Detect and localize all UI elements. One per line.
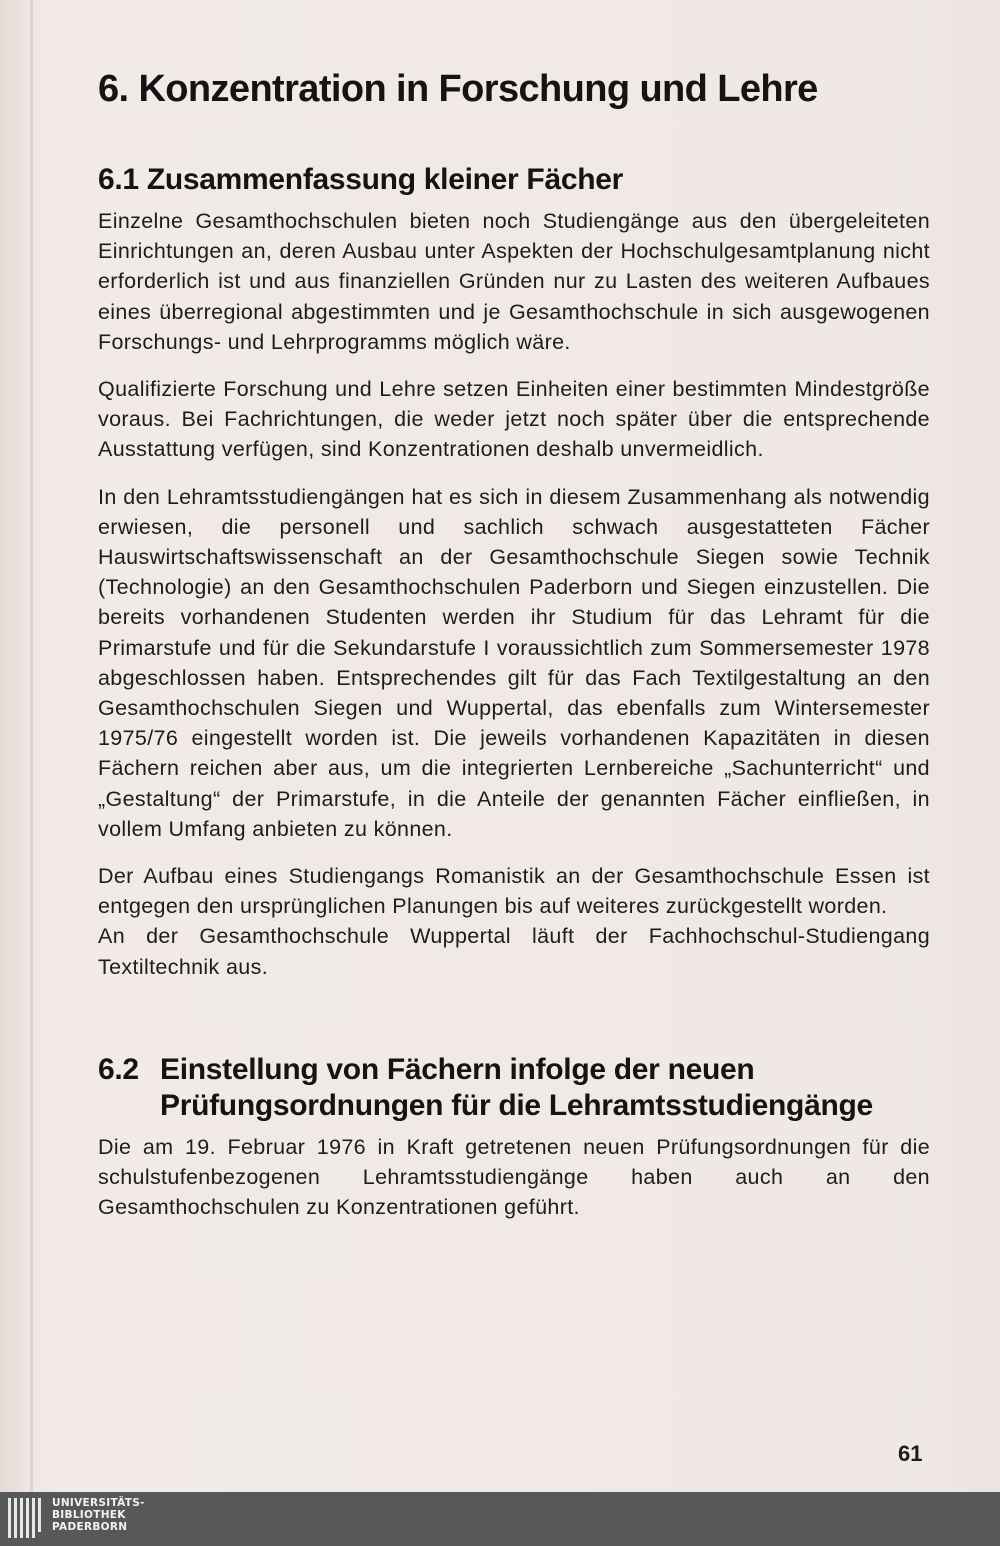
section-6-1-paragraph-3: In den Lehramtsstudiengängen hat es sich in diesem Zusammenhang als notwendig erwiesen, die personell und sachlich schwach ausgestatteten Fächer Hauswirtschaftswissenschaft an der Gesamthochschule Siegen sowie Technik (Technologie) an den Gesamthochschulen Paderborn und Siegen einzustellen. Die bereits vorhandenen Studenten werden ihr Studium für das Lehramt für die Primarstufe und für die Sekundarstufe I voraussichtlich zum Sommersemester 1978 abgeschlossen haben. Entsprechendes gilt für das Fach Textilgestaltung an den Gesamthochschulen Siegen und Wuppertal, das ebenfalls zum Wintersemester 1975/76 eingestellt worden ist. Die jeweils vorhandenen Kapazitäten in diesen Fächern reichen aber aus, um die integrierten Lernbereiche „Sachunterricht“ und „Gestaltung“ der Primarstufe, in die Anteile der genannten Fächer einfließen, in vollem Umfang anbieten zu können. [98,484,930,841]
page-spine-shadow [30,0,33,1492]
section-6-2-title: Einstellung von Fächern infolge der neuen Prüfungsordnungen für die Lehramtsstudiengänge [160,1052,873,1122]
library-name-line-1: UNIVERSITÄTS- [52,1497,145,1509]
library-name-line-2: BIBLIOTHEK [52,1509,126,1521]
section-6-1-paragraph-1: Einzelne Gesamthochschulen bieten noch Studiengänge aus den übergeleiteten Einrichtungen an, deren Ausbau unter Aspekten der Hochschulgesamtplanung nicht erforderlich ist und aus finanziellen Gründen nur zu Lasten des weiteren Aufbaues eines überregional abgestimmten und je Gesamthochschule in sich ausgewogenen Forschungs- und Lehrprogramms möglich wäre. [98,209,930,354]
section-6-1-paragraph-5: An der Gesamthochschule Wuppertal läuft der Fachhochschul-Studiengang Textiltechnik aus. [98,924,930,979]
library-logo-text [52,1497,145,1533]
section-6-2-number: 6.2 [98,1052,139,1086]
library-logo-icon [8,1498,42,1538]
library-name-line-3: PADERBORN [52,1521,128,1533]
section-6-1-title: 6.1 Zusammenfassung kleiner Fächer [98,163,624,196]
library-footer-bar [0,1492,1000,1546]
chapter-title: 6. Konzentration in Forschung und Lehre [98,68,818,110]
section-6-2-paragraph-1: Die am 19. Februar 1976 in Kraft getretenen neuen Prüfungsordnungen für die schulstufenbezogenen Lehramtsstudiengänge haben auch an den Gesamthochschulen zu Konzentrationen geführt. [98,1134,930,1220]
section-6-1-paragraph-2: Qualifizierte Forschung und Lehre setzen Einheiten einer bestimmten Mindestgröße voraus. Bei Fachrichtungen, die weder jetzt noch später über die entsprechende Ausstattung verfügen, sind Konzentrationen deshalb unvermeidlich. [98,377,930,462]
section-6-1-paragraph-4: Der Aufbau eines Studiengangs Romanistik an der Gesamthochschule Essen ist entgegen den ursprünglichen Planungen bis auf weiteres zurückgestellt worden. [98,864,930,919]
page-content [98,66,930,1222]
page-number: 61 [898,1441,923,1466]
section-6-2-heading [98,1052,930,1124]
